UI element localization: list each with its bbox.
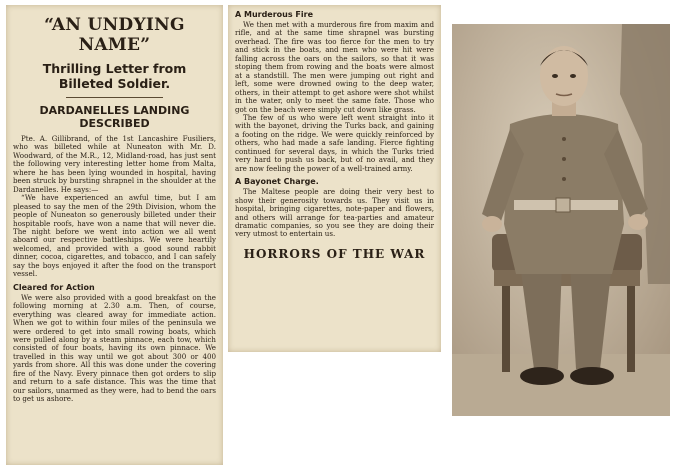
newspaper-clipping-left <box>6 5 223 465</box>
subheading: A Bayonet Charge. <box>235 177 319 187</box>
article-body-left-2 <box>13 294 216 404</box>
article-body-right <box>235 21 434 173</box>
headline-subtitle: Thrilling Letter from Billeted Soldier. <box>42 61 187 91</box>
article-body-right-2 <box>235 188 434 239</box>
article-paragraph: We then met with a murderous fire from maxim and rifle, and at the same time shrapnel was bursting overhead. The fire was too fierce for the men to try and stick in the boats, and men who were hit were falling across the oars on the sailors, so that it was stoping them from rowing and the boats were almost at a standstill. The men were jumping out right and left, some were drowned owing to the deep water, others, in their attempt to get ashore were shot whilst in the water, only to meet the same fate. Those who got on the beach were simply cut down like grass. <box>235 20 434 114</box>
article-paragraph: “We have experienced an awful time, but I am pleased to say the men of the 29th Division, whom the people of Nuneaton so generously billeted under their hospitable roofs, have won a name that will never die. The night before we went into action we all went aboard our respective battleships. We were heartily welcomed, and provided with a good sound rabbit dinner, cocoa, cigarettes, and tobacco, and I can safely say the boys enjoyed it after the food on the transport vessel. <box>13 193 216 279</box>
soldier-portrait-photo <box>452 24 670 416</box>
newspaper-clipping-right <box>228 5 441 352</box>
subheading: A Murderous Fire <box>235 10 313 19</box>
divider <box>66 97 163 98</box>
article-paragraph: We were also provided with a good breakfast on the following morning at 2.30 a.m. Then, of course, everything was cleared away for immediate action. When we got to within four miles of the peninsula we were ordered to get into small rowing boats, which were pulled along by a steam pinnace, each tow, which consisted of four boats, having its own pinnace. We travelled in this way until we got about 300 or 400 yards from shore. All this was done under the covering fire of the Navy. Every pinnace then got orders to slip and return to a safe distance. This was the time that our sailors, unarmed as they were, had to bend the oars to get us ashore. <box>13 292 216 404</box>
article-paragraph: The Maltese people are doing their very best to show their generosity towards us. They visit us in hospital, bringing cigarettes, note-paper and flowers, and others will arrange for tea-parties and amateur dramatic companies, so you see they are doing their very utmost to entertain us. <box>235 187 434 239</box>
footer-heading: HORRORS OF THE WAR <box>243 246 426 261</box>
photo-illustration <box>452 24 670 416</box>
headline-quote: “AN UNDYING NAME” <box>44 15 185 55</box>
article-paragraph: The few of us who were left went straight into it with the bayonet, driving the Turks back, and gaining a footing on the ridge. We were quickly reinforced by others, who had made a safe landing. Fierce fighting continued for several days, in which the Turks tried very hard to push us back, but of no avail, and they are now feeling the power of a well-trained army. <box>235 112 434 173</box>
article-body-left <box>13 135 216 279</box>
subheading: Cleared for Action <box>13 282 95 292</box>
section-heading: DARDANELLES LANDING DESCRIBED <box>39 104 190 130</box>
article-intro: Pte. A. Gillibrand, of the 1st Lancashire Fusiliers, who was billeted while at Nuneaton with Mr. D. Woodward, of the M.R., 12, Midland-road, has just sent the following very interesting letter home from Malta, where he has been lying wounded in hospital, having been struck by bursting shrapnel in the shoulder at the Dardanelles. He says:— <box>13 134 216 194</box>
